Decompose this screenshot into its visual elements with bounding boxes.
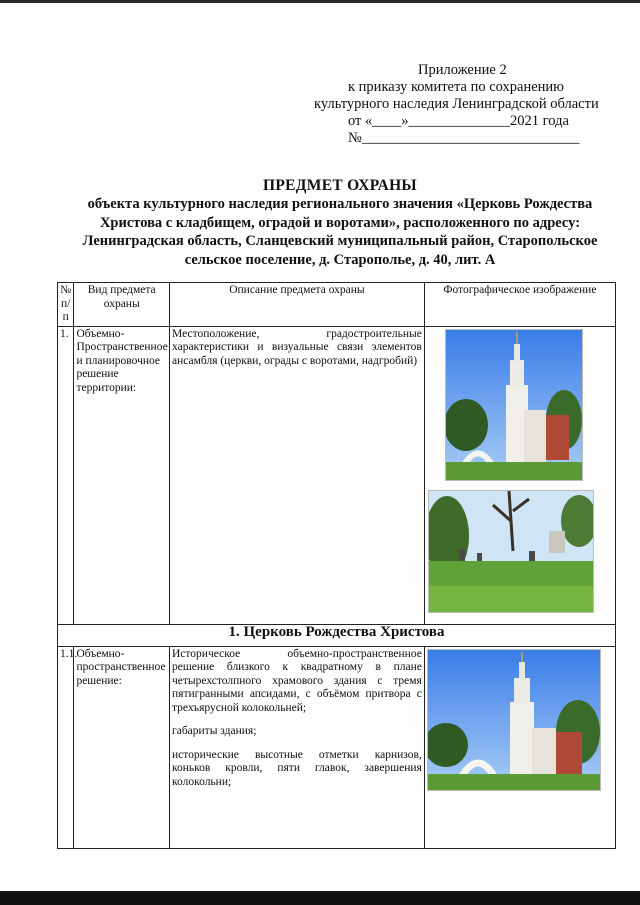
appendix-title: Приложение 2 [418,62,507,78]
table-row [58,646,616,848]
row1-kind: Объемно-Пространственное и планировочное решение территории: [74,326,170,624]
row2-desc [170,646,425,848]
row2-photos [424,646,615,848]
appendix-date: от «____»______________2021 года [348,113,569,129]
church-photo-2 [427,649,601,791]
document-title: ПРЕДМЕТ ОХРАНЫ [263,177,417,194]
scan-edge-bottom [0,891,640,905]
row1-desc: Местоположение, градостроительные характеристики и визуальные связи элементов ансамбля (церкви, ограды с воротами, надгробий) [170,326,425,624]
protection-table [57,282,616,849]
section-title: 1. Церковь Рождества Христова [58,624,616,646]
section-row [58,624,616,646]
row2-desc-dimensions: габариты здания; [172,725,257,737]
row2-kind: Объемно-пространственное решение: [74,646,170,848]
appendix-committee: культурного наследия Ленинградской области [314,96,599,112]
header-num: № п/п [58,283,74,327]
header-photo: Фотографическое изображение [424,283,615,327]
row2-num: 1.1. [58,646,74,848]
appendix-number: №______________________________ [348,130,580,146]
document-heading [60,176,620,269]
appendix-order: к приказу комитета по сохранению [348,79,565,95]
appendix-block [290,62,620,147]
header-kind: Вид предмета охраны [74,283,170,327]
cemetery-photo [428,490,594,613]
header-desc: Описание предмета охраны [170,283,425,327]
table-row [58,326,616,624]
row2-desc-solution: Историческое объемно-пространственное решение близкого к квадратному в плане четырехстолпного храмового здания с тремя пятигранными апсидами, с объёмом притвора с трехъярусной колокольней; [172,647,422,714]
document-subtitle: объекта культурного наследия регионального значения «Церковь Рождества Христова с кладбищем, оградой и воротами», расположенного по адресу: Ленинградская область, Сланцевский муниципальный район, Старопольское сельское поселение, д. Старополье, д. 40, лит. А [82,196,598,268]
row2-desc-heights: исторические высотные отметки карнизов, коньков кровли, пяти главок, завершения колокольни; [172,748,422,788]
scan-edge-top [0,0,640,3]
row1-photos [424,326,615,624]
church-photo-1 [445,329,583,481]
row1-num: 1. [58,326,74,624]
table-header-row [58,283,616,327]
